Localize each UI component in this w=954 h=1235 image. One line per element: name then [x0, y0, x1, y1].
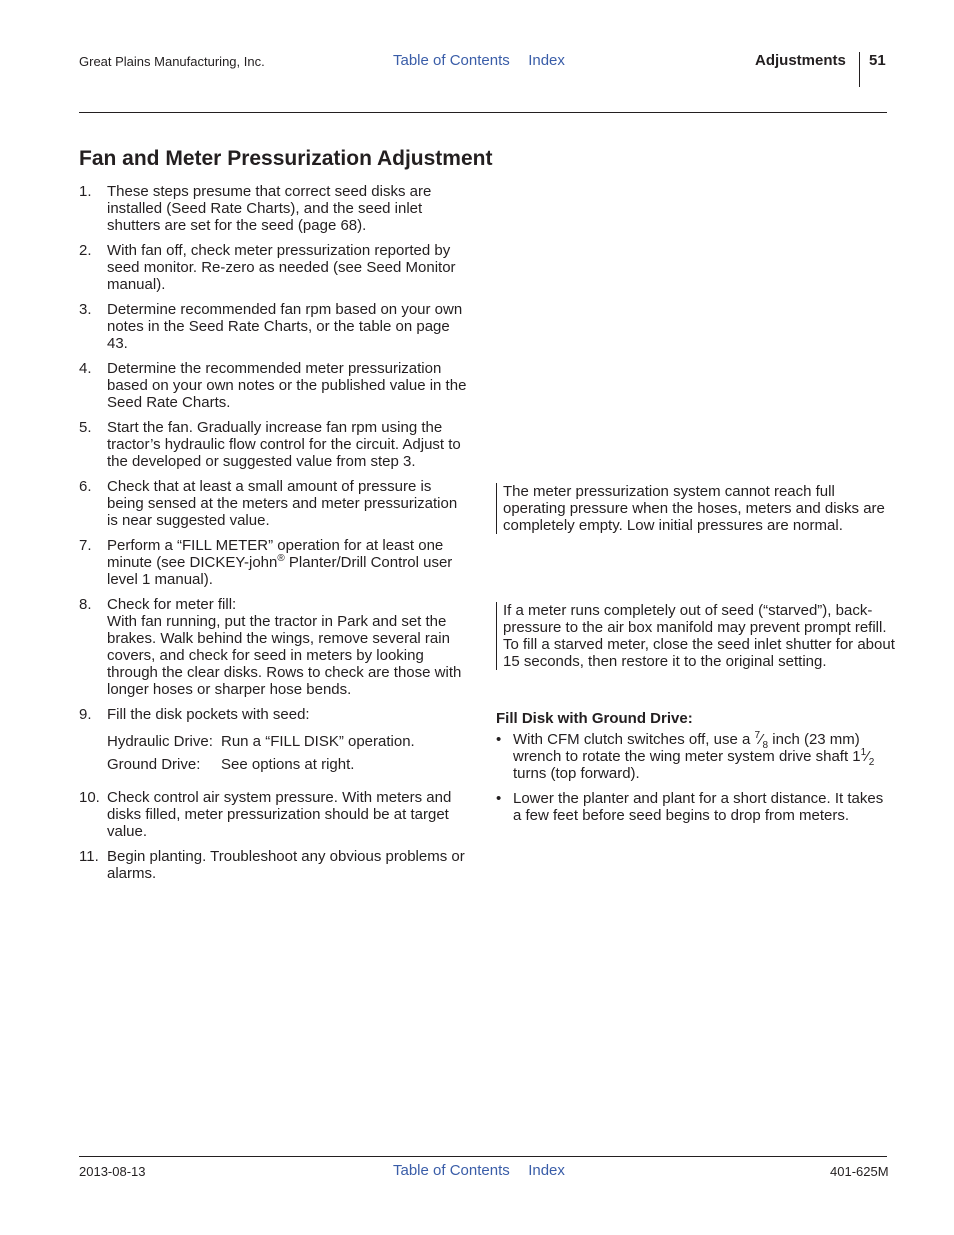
- list-item: [79, 706, 471, 773]
- ground-drive-heading: Fill Disk with Ground Drive:: [496, 710, 693, 727]
- step-number: 7.: [79, 537, 92, 554]
- index-link[interactable]: Index: [528, 52, 565, 69]
- step-text: [107, 706, 471, 773]
- step-number: 8.: [79, 596, 92, 613]
- step-text: Start the fan. Gradually increase fan rpm using the tractor’s hydraulic flow control for the circuit. Adjust to the developed or suggested value from step 3.: [107, 419, 461, 470]
- bullet-icon: •: [496, 731, 502, 748]
- list-item: [79, 478, 471, 529]
- bullet-text-part: turns (top forward).: [513, 765, 640, 782]
- step-text: These steps presume that correct seed disks are installed (Seed Rate Charts), and the seed inlet shutters are set for the seed (page 68).: [107, 183, 432, 234]
- step-number: 6.: [79, 478, 92, 495]
- list-item: [79, 596, 471, 698]
- header-rule: [79, 112, 887, 113]
- header-links: [393, 52, 579, 70]
- step-text: Determine the recommended meter pressurization based on your own notes or the published value in the Seed Rate Charts.: [107, 360, 467, 411]
- step-text: Check control air system pressure. With meters and disks filled, meter pressurization should be at target value.: [107, 789, 452, 840]
- toc-link[interactable]: Table of Contents: [393, 52, 510, 69]
- step-number: 3.: [79, 301, 92, 318]
- step-text-part: Perform a “FILL METER” operation for at least one minute (see DICKEY-john: [107, 537, 444, 571]
- list-item: [496, 731, 888, 782]
- list-item: [79, 848, 471, 882]
- header-divider: [859, 52, 860, 87]
- bullet-text: Lower the planter and plant for a short distance. It takes a few feet before seed begins to drop from meters.: [513, 790, 884, 824]
- drive-option: [107, 756, 471, 773]
- step-text: [107, 596, 471, 698]
- company-name: Great Plains Manufacturing, Inc.: [79, 54, 265, 69]
- side-note: The meter pressurization system cannot reach full operating pressure when the hoses, meters and disks are completely empty. Low initial pressures are normal.: [496, 483, 895, 534]
- registered-mark: ®: [277, 553, 285, 564]
- step-text-part: Check for meter fill:: [107, 596, 237, 613]
- fraction: $^1⁄_2$: [860, 747, 875, 768]
- drive-option-value: See options at right.: [221, 756, 355, 773]
- list-item: [496, 790, 888, 824]
- section-name: Adjustments: [755, 52, 846, 69]
- drive-option-value: Run a “FILL DISK” operation.: [221, 733, 415, 750]
- footer-date: 2013-08-13: [79, 1164, 146, 1179]
- side-note: If a meter runs completely out of seed (“starved”), back-pressure to the air box manifold may prevent prompt refill. To fill a starved meter, close the seed inlet shutter for about 15 seconds, then restore it to the original setting.: [496, 602, 895, 670]
- drive-option: [107, 733, 471, 750]
- footer-rule: [79, 1156, 887, 1157]
- list-item: [79, 242, 471, 293]
- fraction: $^7⁄_8$: [754, 730, 769, 751]
- fraction-numerator: 7: [754, 730, 761, 741]
- drive-option-key: Hydraulic Drive:: [107, 733, 213, 750]
- step-text-part: Fill the disk pockets with seed:: [107, 706, 310, 723]
- bullet-icon: •: [496, 790, 502, 807]
- steps-list: [79, 183, 471, 890]
- list-item: [79, 301, 471, 352]
- page-number: 51: [869, 52, 886, 69]
- step-text-part: Planter/Drill Control user level 1 manual).: [107, 554, 453, 588]
- step-text-part: With fan running, put the tractor in Park and set the brakes. Walk behind the wings, remove several rain covers, and check for seed in meters by looking through the clear disks. Rows to check are those with longer hoses or sharper hose bends.: [107, 613, 462, 698]
- step-number: 4.: [79, 360, 92, 377]
- bullet-text: [513, 731, 888, 782]
- step-number: 10.: [79, 789, 100, 806]
- step-number: 2.: [79, 242, 92, 259]
- step-text: Begin planting. Troubleshoot any obvious problems or alarms.: [107, 848, 465, 882]
- step-text: With fan off, check meter pressurization reported by seed monitor. Re-zero as needed (see Seed Monitor manual).: [107, 242, 456, 293]
- fraction-denominator: 2: [868, 757, 875, 768]
- toc-link[interactable]: Table of Contents: [393, 1162, 510, 1179]
- list-item: [79, 183, 471, 234]
- document-code: 401-625M: [830, 1164, 889, 1179]
- ground-drive-list: [496, 731, 888, 832]
- step-text: Check that at least a small amount of pressure is being sensed at the meters and meter pressurization is near suggested value.: [107, 478, 458, 529]
- step-number: 11.: [79, 848, 99, 865]
- index-link[interactable]: Index: [528, 1162, 565, 1179]
- footer-links: [393, 1162, 579, 1180]
- page-title: Fan and Meter Pressurization Adjustment: [79, 147, 493, 170]
- step-number: 5.: [79, 419, 92, 436]
- list-item: [79, 537, 471, 588]
- drive-option-key: Ground Drive:: [107, 756, 201, 773]
- fraction-numerator: 1: [860, 747, 867, 758]
- fraction-denominator: 8: [762, 740, 769, 751]
- list-item: [79, 360, 471, 411]
- bullet-text-part: inch (23 mm) wrench to rotate the wing meter system drive shaft 1: [513, 731, 861, 765]
- step-text: Determine recommended fan rpm based on your own notes in the Seed Rate Charts, or the table on page 43.: [107, 301, 463, 352]
- list-item: [79, 419, 471, 470]
- bullet-text-part: With CFM clutch switches off, use a: [513, 731, 755, 748]
- step-text: [107, 537, 471, 588]
- step-number: 9.: [79, 706, 92, 723]
- list-item: [79, 789, 471, 840]
- step-number: 1.: [79, 183, 92, 200]
